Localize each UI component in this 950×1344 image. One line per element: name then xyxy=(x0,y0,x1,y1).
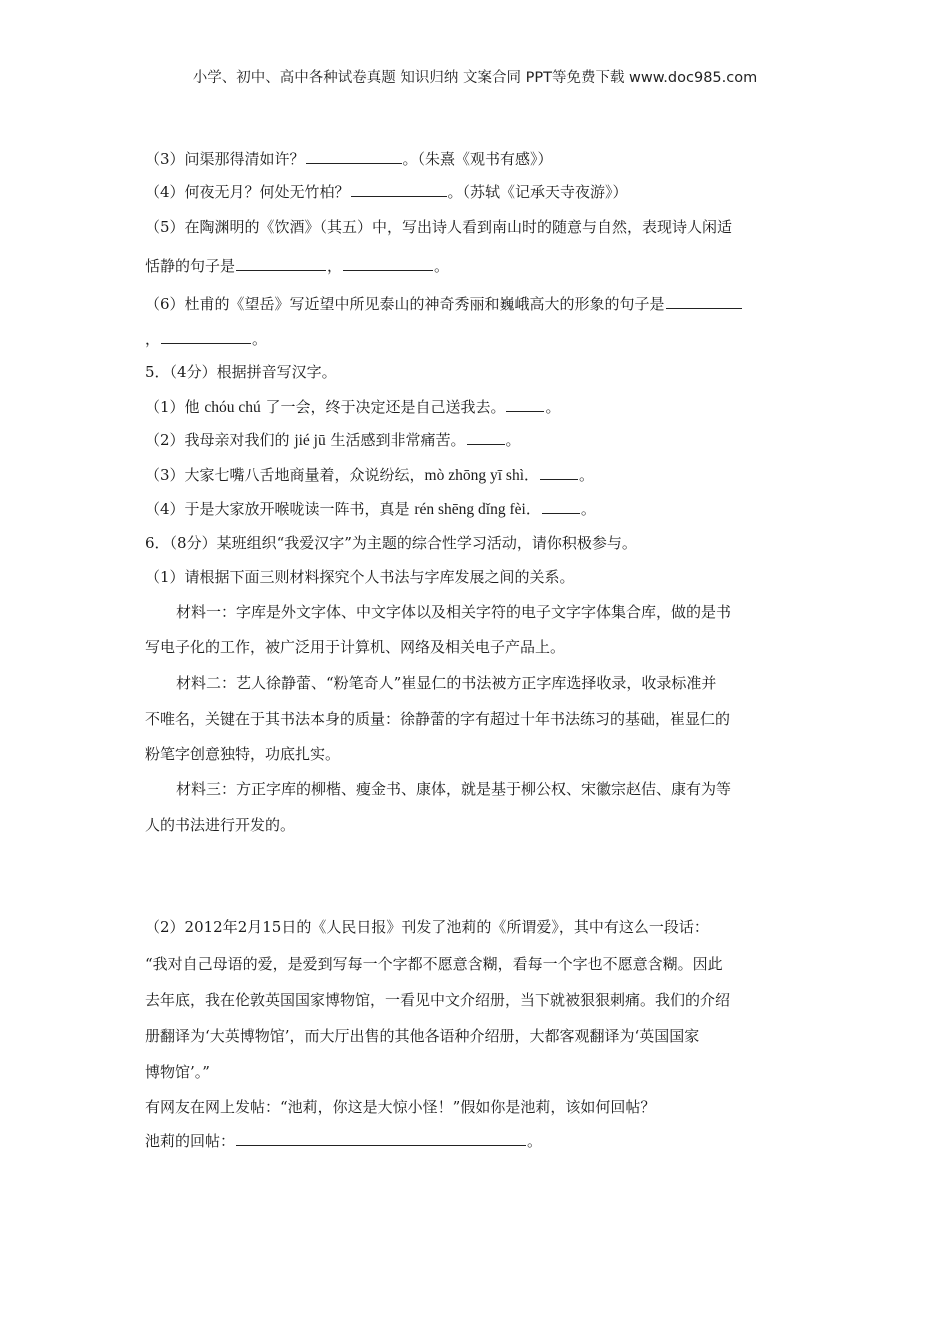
period: 。 xyxy=(580,500,596,518)
q4-item-4 xyxy=(145,181,628,202)
q4-item-6-line-1 xyxy=(145,293,743,314)
q5-item-text: （2）我母亲对我们的 xyxy=(145,431,295,449)
q5-item-text: ． xyxy=(524,466,540,484)
period: 。 xyxy=(527,1132,543,1150)
q4-item-4-prefix: （4）何夜无月？何处无竹柏？ xyxy=(145,183,350,201)
reply-line xyxy=(145,1130,542,1151)
answer-blank[interactable] xyxy=(343,255,433,271)
answer-blank[interactable] xyxy=(467,429,505,445)
material-1-line-2: 写电子化的工作，被广泛用于计算机、网络及相关电子产品上。 xyxy=(145,638,566,656)
q6-sub-2-line-3: 去年底，我在伦敦英国国家博物馆，一看见中文介绍册，当下就被狠狠刺痛。我们的介绍 xyxy=(145,991,731,1009)
page-header: 小学、初中、高中各种试卷真题 知识归纳 文案合同 PPT等免费下载 www.doc985.com xyxy=(192,70,758,86)
q5-title: 5．（4分）根据拼音写汉字。 xyxy=(145,363,337,381)
answer-blank[interactable] xyxy=(306,148,402,164)
q5-item-text: （4）于是大家放开喉咙读一阵书，真是 xyxy=(145,500,415,518)
pinyin: mò zhōng yī shì xyxy=(424,467,525,484)
q6-title: 6．（8分）某班组织“我爱汉字”为主题的综合性学习活动，请你积极参与。 xyxy=(145,534,637,552)
q4-item-3-prefix: （3）问渠那得清如许？ xyxy=(145,150,305,168)
netizen-post: 有网友在网上发帖：“池莉，你这是大惊小怪！”假如你是池莉，该如何回帖？ xyxy=(145,1098,656,1116)
material-2-line-1: 材料二：艺人徐静蕾、“粉笔奇人”崔显仁的书法被方正字库选择收录，收录标准并 xyxy=(176,674,717,692)
q6-sub-2-line-2: “我对自己母语的爱，是爱到写每一个字都不愿意含糊，看每一个字也不愿意含糊。因此 xyxy=(145,955,723,973)
reply-label: 池莉的回帖： xyxy=(145,1132,236,1150)
q5-item-text: （3）大家七嘴八舌地商量着，众说纷纭， xyxy=(145,466,425,484)
material-3-line-2: 人的书法进行开发的。 xyxy=(145,816,296,834)
q4-item-3 xyxy=(145,148,553,169)
material-2-line-2: 不唯名，关键在于其书法本身的质量：徐静蕾的字有超过十年书法练习的基础，崔显仁的 xyxy=(145,710,731,728)
answer-blank[interactable] xyxy=(506,396,544,412)
q5-item-text: 了一会，终于决定还是自己送我去。 xyxy=(260,398,506,416)
pinyin: chóu chú xyxy=(204,399,261,416)
answer-blank[interactable] xyxy=(351,181,447,197)
q5-item-2 xyxy=(145,429,521,450)
pinyin: rén shēng dǐng fèi xyxy=(414,501,526,518)
comma: ， xyxy=(145,330,161,348)
material-3-line-1: 材料三：方正字库的柳楷、瘦金书、康体，就是基于柳公权、宋徽宗赵佶、康有为等 xyxy=(176,780,732,798)
q6-sub-1: （1）请根据下面三则材料探究个人书法与字库发展之间的关系。 xyxy=(145,568,575,586)
period: 。 xyxy=(505,431,521,449)
answer-blank[interactable] xyxy=(542,498,580,514)
q5-item-3 xyxy=(145,464,594,485)
answer-blank[interactable] xyxy=(540,464,578,480)
q4-item-6-text: （6）杜甫的《望岳》写近望中所见泰山的神奇秀丽和巍峨高大的形象的句子是 xyxy=(145,295,665,313)
period: 。 xyxy=(434,257,450,275)
q4-item-5-line-2 xyxy=(145,255,449,276)
q4-item-5-line-1: （5）在陶渊明的《饮酒》（其五）中，写出诗人看到南山时的随意与自然，表现诗人闲适 xyxy=(145,218,733,236)
material-1-line-1: 材料一：字库是外文字体、中文字体以及相关字符的电子文字字体集合库，做的是书 xyxy=(176,603,732,621)
q5-item-text: 生活感到非常痛苦。 xyxy=(325,431,466,449)
q4-item-5-prefix: 恬静的句子是 xyxy=(145,257,236,275)
period: 。 xyxy=(252,330,268,348)
q4-item-4-suffix: 。（苏轼《记承天寺夜游》） xyxy=(447,183,628,201)
q4-item-3-suffix: 。（朱熹《观书有感》） xyxy=(402,150,553,168)
q5-item-text: ． xyxy=(525,500,541,518)
q4-item-6-line-2 xyxy=(145,328,267,349)
comma: ， xyxy=(327,257,343,275)
reply-answer-blank[interactable] xyxy=(236,1130,526,1146)
q6-sub-2-line-5: 博物馆’。” xyxy=(145,1063,210,1081)
answer-blank[interactable] xyxy=(666,293,742,309)
answer-blank[interactable] xyxy=(236,255,326,271)
answer-blank[interactable] xyxy=(161,328,251,344)
q5-item-text: （1）他 xyxy=(145,398,205,416)
pinyin: jié jū xyxy=(294,432,326,449)
q6-sub-2-line-4: 册翻译为‘大英博物馆’，而大厅出售的其他各语种介绍册，大都客观翻译为‘英国国家 xyxy=(145,1027,700,1045)
q6-sub-2-line-1: （2）2012年2月15日的《人民日报》刊发了池莉的《所谓爱》，其中有这么一段话： xyxy=(145,918,709,936)
period: 。 xyxy=(579,466,595,484)
material-2-line-3: 粉笔字创意独特，功底扎实。 xyxy=(145,745,341,763)
period: 。 xyxy=(545,398,561,416)
q5-item-1 xyxy=(145,396,561,417)
q5-item-4 xyxy=(145,498,596,519)
